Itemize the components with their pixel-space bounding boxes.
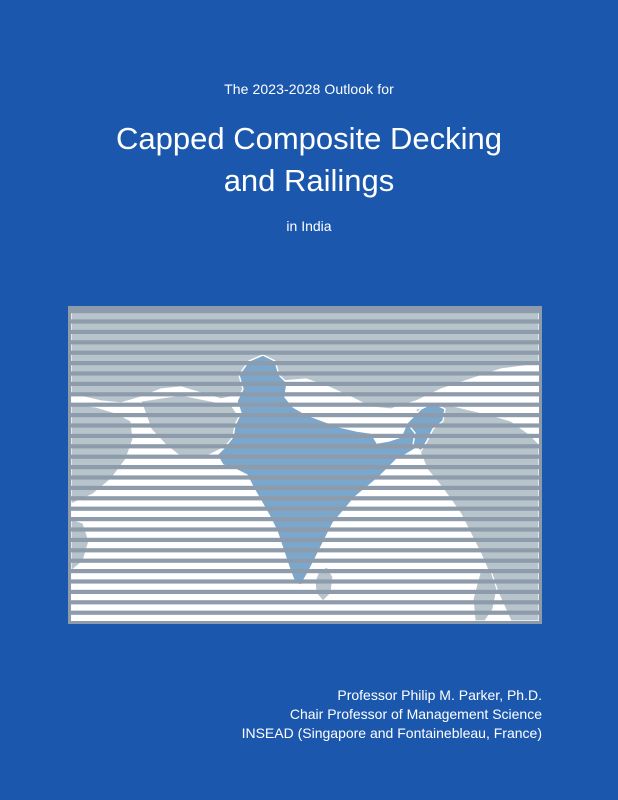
map-stripe: [71, 413, 539, 417]
region-label: in India: [286, 218, 332, 234]
title-line-2: and Railings: [223, 163, 395, 198]
map-stripe: [71, 319, 539, 323]
map-stripe: [71, 559, 539, 563]
map-stripe: [71, 475, 539, 479]
author-affiliation: INSEAD (Singapore and Fontainebleau, France): [241, 725, 542, 741]
map-stripe: [71, 611, 539, 615]
map-stripe: [71, 600, 539, 604]
map-stripe: [71, 496, 539, 500]
india-map: [68, 306, 542, 624]
india-map-graphic: [71, 309, 539, 621]
map-stripe: [71, 548, 539, 552]
map-stripe: [71, 507, 539, 511]
map-stripe: [71, 517, 539, 521]
map-stripe: [71, 361, 539, 365]
map-stripe: [71, 371, 539, 375]
map-stripe: [71, 486, 539, 490]
map-stripe: [71, 423, 539, 427]
map-stripe: [71, 382, 539, 386]
map-stripe: [71, 403, 539, 407]
map-stripe: [71, 569, 539, 573]
map-stripe: [71, 340, 539, 344]
title-line-1: Capped Composite Decking: [116, 121, 502, 156]
map-stripe: [71, 330, 539, 334]
map-stripe: [71, 455, 539, 459]
outlook-label: The 2023-2028 Outlook for: [224, 81, 394, 97]
map-stripe: [71, 527, 539, 531]
book-title: [0, 118, 618, 202]
map-stripe: [71, 309, 539, 313]
map-stripe: [71, 434, 539, 438]
author-position: Chair Professor of Management Science: [289, 706, 542, 722]
map-stripe: [71, 465, 539, 469]
map-stripe: [71, 579, 539, 583]
map-stripe: [71, 538, 539, 542]
map-stripe: [71, 351, 539, 355]
map-stripe: [71, 392, 539, 396]
author-name: Professor Philip M. Parker, Ph.D.: [337, 687, 542, 703]
map-stripe: [71, 444, 539, 448]
map-stripe: [71, 590, 539, 594]
author-block: [242, 686, 542, 743]
